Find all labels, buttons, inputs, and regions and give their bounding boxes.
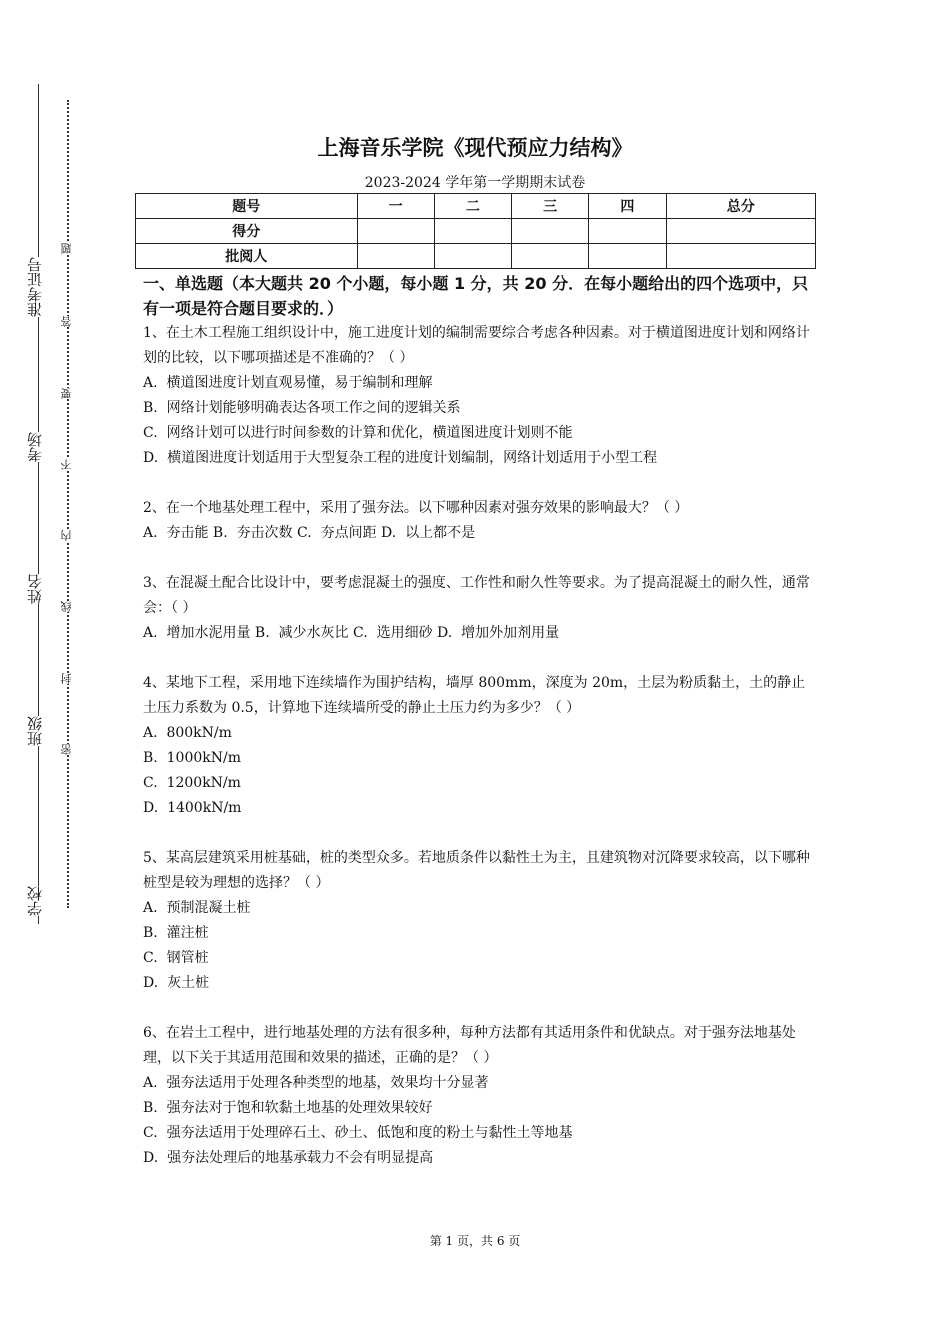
grader-cell <box>434 244 511 269</box>
question-option: A. 预制混凝土桩 <box>143 900 251 916</box>
grader-cell <box>512 244 589 269</box>
question-option: A. 增加水泥用量 B. 减少水灰比 C. 选用细砂 D. 增加外加剂用量 <box>143 625 560 641</box>
question-option: B. 灌注桩 <box>143 925 209 941</box>
question-stem: 2、在一个地基处理工程中，采用了强夯法。以下哪种因素对强夯效果的影响最大？（ ） <box>143 500 689 516</box>
question-option: B. 强夯法对于饱和软黏土地基的处理效果较好 <box>143 1100 433 1116</box>
question-option: A. 横道图进度计划直观易懂，易于编制和理解 <box>143 375 433 391</box>
score-cell <box>666 219 815 244</box>
question-stem: 6、在岩土工程中，进行地基处理的方法有很多种，每种方法都有其适用条件和优缺点。对于强夯法地基处理，以下关于其适用范围和效果的描述，正确的是？（ ） <box>143 1025 796 1066</box>
seal-char: 密 <box>60 744 73 755</box>
grader-row-label: 批阅人 <box>136 244 358 269</box>
question-stem: 3、在混凝土配合比设计中，要考虑混凝土的强度、工作性和耐久性等要求。为了提高混凝土的耐久性，通常会：（ ） <box>143 575 810 616</box>
score-col-header: 总分 <box>666 194 815 219</box>
question-option: C. 1200kN/m <box>143 775 241 791</box>
score-row <box>136 219 816 244</box>
seal-char: 要 <box>60 388 73 399</box>
score-table <box>135 193 816 269</box>
seal-char: 内 <box>60 530 73 541</box>
grader-cell <box>357 244 434 269</box>
score-col-header: 三 <box>512 194 589 219</box>
score-col-header: 二 <box>434 194 511 219</box>
seal-char: 答 <box>60 316 73 327</box>
exam-id-label: 准考证号 <box>20 257 50 317</box>
score-cell <box>512 219 589 244</box>
question-stem: 4、某地下工程，采用地下连续墙作为围护结构，墙厚 800mm，深度为 20m，土层为粉质黏土，土的静止土压力系数为 0.5，计算地下连续墙所受的静止土压力约为多少？（ ） <box>143 675 806 716</box>
question-option: A. 夯击能 B. 夯击次数 C. 夯点间距 D. 以上都不是 <box>143 525 476 541</box>
question-option: D. 1400kN/m <box>143 800 242 816</box>
score-col-header: 一 <box>357 194 434 219</box>
question-option: B. 1000kN/m <box>143 750 241 766</box>
question-option: C. 钢管桩 <box>143 950 209 966</box>
exam-content <box>143 271 815 1171</box>
page-footer: 第 1 页，共 6 页 <box>429 1234 521 1248</box>
question-option: D. 横道图进度计划适用于大型复杂工程的进度计划编制，网络计划适用于小型工程 <box>143 450 658 466</box>
question-option: A. 800kN/m <box>143 725 232 741</box>
score-cell <box>589 219 666 244</box>
grader-cell <box>589 244 666 269</box>
class-label: 班级 <box>20 716 50 746</box>
question-stem: 5、某高层建筑采用桩基础，桩的类型众多。若地质条件以黏性土为主，且建筑物对沉降要求较高，以下哪种桩型是较为理想的选择？（ ） <box>143 850 810 891</box>
exam-title: 上海音乐学院《现代预应力结构》 <box>317 136 633 160</box>
seal-char: 线 <box>60 601 73 612</box>
exam-room-label: 考场 <box>20 432 50 462</box>
question-option: A. 强夯法适用于处理各种类型的地基，效果均十分显著 <box>143 1075 489 1091</box>
score-row-label: 得分 <box>136 219 358 244</box>
score-cell <box>434 219 511 244</box>
question-option: D. 强夯法处理后的地基承载力不会有明显提高 <box>143 1150 434 1166</box>
question-stem: 1、在土木工程施工组织设计中，施工进度计划的编制需要综合考虑各种因素。对于横道图进度计划和网络计划的比较，以下哪项描述是不准确的？（ ） <box>143 325 810 366</box>
score-col-header: 题号 <box>136 194 358 219</box>
seal-char: 封 <box>60 673 73 684</box>
question-option: C. 网络计划可以进行时间参数的计算和优化，横道图进度计划则不能 <box>143 425 573 441</box>
question-option: D. 灰土桩 <box>143 975 210 991</box>
seal-dotted-line <box>67 100 69 908</box>
question-option: C. 强夯法适用于处理碎石土、砂土、低饱和度的粉土与黏性土等地基 <box>143 1125 573 1141</box>
name-label: 姓名 <box>20 574 50 604</box>
school-label: 学校 <box>20 886 50 916</box>
seal-char: 题 <box>60 243 73 254</box>
grader-row <box>136 244 816 269</box>
section-heading: 一、单选题（本大题共 20 个小题，每小题 1 分，共 20 分．在每小题给出的四个选项中，只有一项是符合题目要求的．） <box>143 274 809 318</box>
seal-char: 不 <box>60 459 73 470</box>
fill-line <box>38 84 39 924</box>
binding-margin <box>0 0 100 1344</box>
question-option: B. 网络计划能够明确表达各项工作之间的逻辑关系 <box>143 400 461 416</box>
grader-cell <box>666 244 815 269</box>
score-header-row <box>136 194 816 219</box>
exam-subtitle: 2023-2024 学年第一学期期末试卷 <box>364 175 586 191</box>
score-cell <box>357 219 434 244</box>
score-col-header: 四 <box>589 194 666 219</box>
